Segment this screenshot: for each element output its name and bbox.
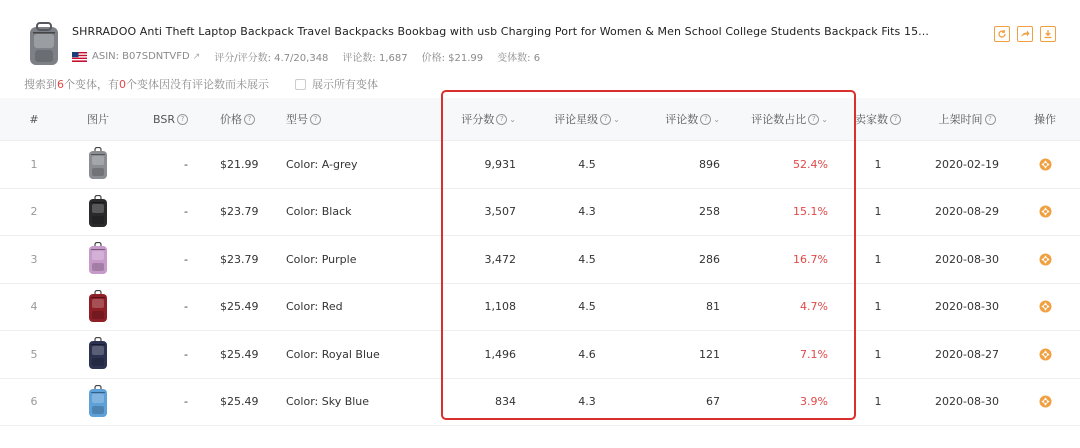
row-bsr-text: - [184, 395, 188, 409]
row-price-text: $23.79 [220, 205, 259, 219]
row-sellers [852, 379, 904, 426]
help-circle-icon[interactable]: ? [310, 114, 321, 125]
row-num [24, 379, 44, 426]
row-rating-count-text: 1,108 [484, 300, 516, 314]
table-row[interactable] [0, 379, 1080, 427]
summary-hidden-count: 0 [119, 77, 126, 91]
view-detail-icon[interactable] [1039, 253, 1052, 266]
row-share [748, 284, 828, 331]
refresh-icon [997, 29, 1007, 39]
row-rating-count [450, 236, 516, 283]
row-image[interactable] [78, 236, 118, 283]
row-stars [552, 379, 622, 426]
row-reviews-text: 121 [699, 347, 720, 361]
row-image[interactable] [78, 141, 118, 188]
row-reviews-text: 896 [699, 157, 720, 171]
row-op[interactable] [1030, 284, 1060, 331]
col-model-label: 型号 [286, 113, 308, 126]
row-bsr-text: - [184, 157, 188, 171]
row-num [24, 331, 44, 378]
row-date-text: 2020-08-29 [935, 205, 999, 219]
row-bsr [150, 236, 188, 283]
product-thumbnail[interactable] [24, 22, 64, 68]
row-reviews [650, 331, 720, 378]
col-bsr-label: BSR [153, 112, 175, 126]
row-price-text: $25.49 [220, 395, 259, 409]
row-sellers [852, 236, 904, 283]
help-circle-icon[interactable]: ? [890, 114, 901, 125]
row-rating-count-text: 1,496 [484, 347, 516, 361]
row-price [220, 236, 259, 283]
backpack-thumbnail[interactable] [86, 337, 110, 371]
help-circle-icon[interactable]: ? [496, 114, 507, 125]
row-price [220, 189, 259, 236]
row-price-text: $25.49 [220, 347, 259, 361]
row-model-text: Color: Black [286, 205, 352, 219]
row-stars-text: 4.5 [578, 300, 596, 314]
price-label: 价格: $21.99 [421, 53, 484, 64]
col-model[interactable] [286, 98, 321, 140]
row-op[interactable] [1030, 331, 1060, 378]
table-header [0, 98, 1080, 141]
row-model [286, 141, 358, 188]
row-stars-text: 4.6 [578, 347, 596, 361]
view-detail-icon[interactable] [1039, 205, 1052, 218]
show-all-variants-checkbox[interactable] [295, 79, 306, 90]
row-price [220, 284, 259, 331]
asin-label[interactable]: ASIN: B07SDNTVFD [92, 51, 190, 62]
chevron-down-icon[interactable]: ⌄ [713, 114, 720, 124]
help-circle-icon[interactable]: ? [244, 114, 255, 125]
row-image[interactable] [78, 189, 118, 236]
row-date [934, 141, 1000, 188]
row-model-text: Color: Red [286, 300, 343, 314]
table-row[interactable] [0, 331, 1080, 379]
row-num [24, 236, 44, 283]
table-row[interactable] [0, 236, 1080, 284]
row-bsr-text: - [184, 347, 188, 361]
row-date-text: 2020-08-30 [935, 252, 999, 266]
row-date [934, 236, 1000, 283]
help-circle-icon[interactable]: ? [808, 114, 819, 125]
show-all-variants-label[interactable]: 展示所有变体 [312, 78, 378, 91]
col-image-label: 图片 [87, 113, 109, 126]
row-bsr-text: - [184, 252, 188, 266]
row-sellers-text: 1 [874, 157, 882, 171]
row-share [748, 141, 828, 188]
backpack-thumbnail[interactable] [86, 147, 110, 181]
view-detail-icon[interactable] [1039, 300, 1052, 313]
summary-text: 个变体，有 [64, 78, 119, 91]
row-stars [552, 189, 622, 236]
view-detail-icon[interactable] [1039, 158, 1052, 171]
row-rating-count [450, 379, 516, 426]
col-rating-count[interactable] [450, 98, 516, 140]
row-share-text: 15.1% [793, 205, 828, 219]
row-op[interactable] [1030, 236, 1060, 283]
row-rating-count [450, 141, 516, 188]
chevron-down-icon[interactable]: ⌄ [509, 114, 516, 124]
row-reviews [650, 236, 720, 283]
row-num-text: 1 [30, 157, 38, 171]
row-model [286, 331, 380, 378]
row-image[interactable] [78, 331, 118, 378]
summary-found-count: 6 [57, 77, 64, 91]
header-actions [994, 26, 1056, 42]
row-stars-text: 4.5 [578, 252, 596, 266]
col-num-label: # [29, 112, 39, 126]
row-sellers-text: 1 [874, 252, 882, 266]
chevron-down-icon[interactable]: ⌄ [613, 114, 620, 124]
col-ops [1030, 98, 1060, 140]
row-reviews [650, 284, 720, 331]
row-stars-text: 4.5 [578, 157, 596, 171]
row-rating-count-text: 834 [495, 395, 516, 409]
row-date [934, 379, 1000, 426]
row-price-text: $23.79 [220, 252, 259, 266]
row-model [286, 189, 352, 236]
row-reviews-text: 67 [706, 395, 720, 409]
table-row[interactable] [0, 284, 1080, 332]
row-stars [552, 284, 622, 331]
col-date-label: 上架时间 [938, 113, 983, 126]
row-share-text: 7.1% [800, 347, 828, 361]
row-share [748, 379, 828, 426]
row-date-text: 2020-02-19 [935, 157, 999, 171]
row-share [748, 189, 828, 236]
table-row[interactable] [0, 141, 1080, 189]
row-model-text: Color: Sky Blue [286, 395, 370, 409]
row-image[interactable] [78, 379, 118, 426]
col-bsr[interactable] [150, 98, 188, 140]
refresh-button[interactable] [994, 26, 1010, 42]
external-link-icon[interactable]: ↗ [192, 51, 201, 62]
share-button[interactable] [1017, 26, 1033, 42]
row-num-text: 3 [30, 252, 38, 266]
col-image [78, 98, 118, 140]
share-icon [1020, 29, 1030, 39]
row-reviews [650, 379, 720, 426]
summary-text: 个变体因没有评论数而未展示 [126, 78, 269, 91]
row-num-text: 6 [30, 395, 38, 409]
row-sellers-text: 1 [874, 300, 882, 314]
row-model-text: Color: A-grey [286, 157, 358, 171]
variant-table [0, 98, 1080, 426]
row-bsr [150, 284, 188, 331]
backpack-thumbnail[interactable] [86, 242, 110, 276]
row-model [286, 236, 356, 283]
row-date-text: 2020-08-30 [935, 395, 999, 409]
row-model [286, 379, 369, 426]
table-body [0, 141, 1080, 426]
help-circle-icon[interactable]: ? [700, 114, 711, 125]
row-bsr [150, 141, 188, 188]
row-share-text: 16.7% [793, 252, 828, 266]
row-price-text: $21.99 [220, 157, 259, 171]
col-share-label: 评论数占比 [751, 113, 807, 126]
row-price [220, 331, 259, 378]
row-model-text: Color: Royal Blue [286, 347, 380, 361]
download-button[interactable] [1040, 26, 1056, 42]
row-bsr [150, 379, 188, 426]
row-rating-count-text: 3,472 [484, 252, 516, 266]
row-share-text: 4.7% [800, 300, 828, 314]
row-num [24, 141, 44, 188]
row-reviews-text: 258 [699, 205, 720, 219]
row-sellers-text: 1 [874, 347, 882, 361]
col-price[interactable] [220, 98, 255, 140]
row-sellers-text: 1 [874, 395, 882, 409]
row-stars-text: 4.3 [578, 395, 596, 409]
row-share [748, 236, 828, 283]
row-rating-count [450, 189, 516, 236]
view-detail-icon[interactable] [1039, 395, 1052, 408]
row-price [220, 379, 259, 426]
us-flag-icon [72, 52, 87, 62]
row-reviews [650, 141, 720, 188]
row-num [24, 189, 44, 236]
row-price-text: $25.49 [220, 300, 259, 314]
table-row[interactable] [0, 189, 1080, 237]
row-image[interactable] [78, 284, 118, 331]
row-reviews [650, 189, 720, 236]
col-price-label: 价格 [220, 113, 242, 126]
product-meta [72, 49, 554, 64]
row-sellers [852, 189, 904, 236]
row-share [748, 331, 828, 378]
variant-summary [24, 76, 378, 92]
col-date[interactable] [934, 98, 1000, 140]
summary-text: 搜索到 [24, 78, 57, 91]
row-reviews-text: 286 [699, 252, 720, 266]
row-num-text: 4 [30, 300, 38, 314]
row-stars [552, 141, 622, 188]
row-date [934, 331, 1000, 378]
row-reviews-text: 81 [706, 300, 720, 314]
view-detail-icon[interactable] [1039, 348, 1052, 361]
row-date [934, 189, 1000, 236]
row-price [220, 141, 259, 188]
row-bsr-text: - [184, 205, 188, 219]
row-sellers-text: 1 [874, 205, 882, 219]
help-circle-icon[interactable]: ? [600, 114, 611, 125]
col-sellers-label: 卖家数 [855, 113, 888, 126]
row-sellers [852, 331, 904, 378]
col-stars[interactable] [552, 98, 622, 140]
row-share-text: 52.4% [793, 157, 828, 171]
variant-count-label: 变体数: 6 [497, 53, 541, 64]
row-rating-count-text: 9,931 [484, 157, 516, 171]
chevron-down-icon[interactable]: ⌄ [821, 114, 828, 124]
download-icon [1043, 29, 1053, 39]
row-num-text: 5 [30, 347, 38, 361]
col-sellers[interactable] [852, 98, 904, 140]
row-rating-count-text: 3,507 [484, 205, 516, 219]
col-ops-label: 操作 [1034, 113, 1056, 126]
row-sellers [852, 284, 904, 331]
help-circle-icon[interactable]: ? [985, 114, 996, 125]
row-stars-text: 4.3 [578, 205, 596, 219]
backpack-thumbnail[interactable] [86, 290, 110, 324]
row-date-text: 2020-08-27 [935, 347, 999, 361]
col-num [24, 98, 44, 140]
col-reviews-label: 评论数 [665, 113, 699, 126]
col-stars-label: 评论星级 [554, 113, 599, 126]
rating-label: 评分/评分数: 4.7/20,348 [214, 53, 329, 64]
row-model [286, 284, 343, 331]
col-share[interactable] [748, 98, 828, 140]
product-title[interactable]: SHRRADOO Anti Theft Laptop Backpack Travel Backpacks Bookbag with usb Charging Port for Women & Men School College Students Backpack Fits 15... [72, 25, 929, 38]
row-date [934, 284, 1000, 331]
row-bsr [150, 189, 188, 236]
row-op[interactable] [1030, 189, 1060, 236]
row-op[interactable] [1030, 141, 1060, 188]
row-share-text: 3.9% [800, 395, 828, 409]
row-num-text: 2 [30, 205, 38, 219]
col-reviews[interactable] [650, 98, 720, 140]
col-rating-count-label: 评分数 [461, 113, 495, 126]
row-op[interactable] [1030, 379, 1060, 426]
review-count-label: 评论数: 1,687 [342, 53, 408, 64]
help-circle-icon[interactable]: ? [177, 114, 188, 125]
row-rating-count [450, 331, 516, 378]
row-model-text: Color: Purple [286, 252, 357, 266]
row-num [24, 284, 44, 331]
row-bsr [150, 331, 188, 378]
backpack-thumbnail[interactable] [86, 195, 110, 229]
row-stars [552, 331, 622, 378]
row-rating-count [450, 284, 516, 331]
row-bsr-text: - [184, 300, 188, 314]
product-header [0, 0, 1080, 100]
row-stars [552, 236, 622, 283]
backpack-thumbnail[interactable] [86, 385, 110, 419]
row-sellers [852, 141, 904, 188]
row-date-text: 2020-08-30 [935, 300, 999, 314]
